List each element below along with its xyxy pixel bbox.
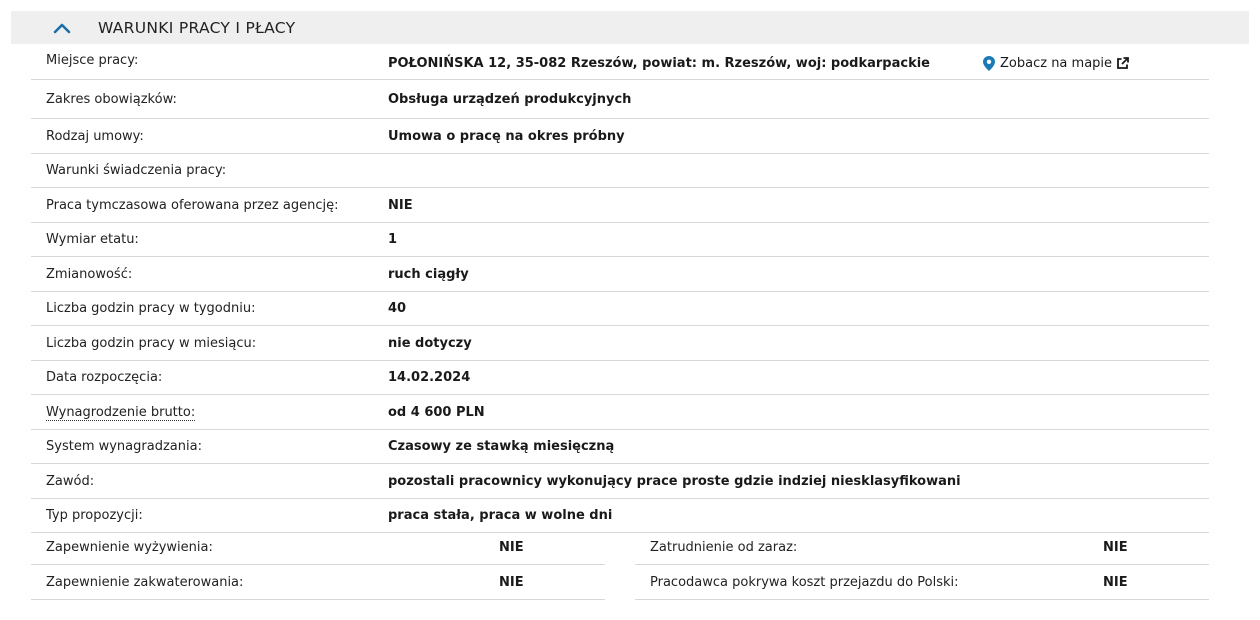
row-value: praca stała, praca w wolne dni: [388, 508, 613, 523]
map-pin-icon: [983, 56, 995, 71]
section-header-toggle[interactable]: [11, 11, 1249, 44]
row-label: Rodzaj umowy:: [46, 128, 144, 144]
table-row: [31, 188, 1209, 223]
row-label: Zapewnienie zakwaterowania:: [46, 574, 244, 590]
table-row: [31, 565, 605, 600]
view-on-map-label[interactable]: Zobacz na mapie: [1000, 56, 1113, 71]
table-row: [635, 531, 1209, 565]
row-label: System wynagradzania:: [46, 439, 202, 454]
section-title: WARUNKI PRACY I PŁACY: [98, 18, 296, 37]
table-row: [31, 430, 1209, 464]
row-value: Obsługa urządzeń produkcyjnych: [388, 91, 632, 107]
row-label: Zawód:: [46, 473, 95, 489]
table-row: [31, 499, 1209, 533]
row-value: od 4 600 PLN: [388, 404, 485, 420]
row-value: NIE: [388, 197, 413, 213]
salary-tooltip-label[interactable]: Wynagrodzenie brutto:: [46, 404, 196, 420]
benefits-left-column: [31, 531, 605, 600]
row-value: nie dotyczy: [388, 335, 472, 351]
row-label: Zapewnienie wyżywienia:: [46, 540, 213, 555]
table-row: [31, 44, 1209, 80]
row-label: Data rozpoczęcia:: [46, 370, 163, 385]
row-label: Typ propozycji:: [46, 508, 143, 523]
table-row: [635, 565, 1209, 600]
table-row: [31, 531, 605, 565]
row-label: Liczba godzin pracy w tygodniu:: [46, 301, 256, 316]
benefits-right-column: [635, 531, 1209, 600]
row-label: Praca tymczasowa oferowana przez agencję:: [46, 197, 339, 213]
row-value: NIE: [499, 540, 524, 555]
row-label: Wymiar etatu:: [46, 232, 139, 247]
row-value: NIE: [499, 574, 524, 590]
row-label: Warunki świadczenia pracy:: [46, 163, 227, 178]
conditions-table: [31, 44, 1209, 533]
external-link-icon: [1116, 57, 1129, 70]
chevron-up-icon[interactable]: [52, 21, 72, 35]
row-value: 14.02.2024: [388, 370, 471, 385]
row-value: 40: [388, 301, 407, 316]
row-value: pozostali pracownicy wykonujący prace proste gdzie indziej niesklasyfikowani: [388, 473, 961, 489]
row-label: Liczba godzin pracy w miesiącu:: [46, 335, 257, 351]
row-label: Zakres obowiązków:: [46, 91, 177, 107]
row-label: Miejsce pracy:: [46, 53, 139, 68]
row-label: Pracodawca pokrywa koszt przejazdu do Polski:: [650, 574, 959, 590]
row-value: POŁONIŃSKA 12, 35-082 Rzeszów, powiat: m. Rzeszów, woj: podkarpackie: [388, 56, 931, 71]
row-label: Zmianowość:: [46, 266, 133, 282]
row-value: 1: [388, 232, 398, 247]
table-row: [31, 361, 1209, 395]
row-label: Zatrudnienie od zaraz:: [650, 540, 798, 555]
table-row: [31, 80, 1209, 119]
table-row: [31, 395, 1209, 430]
view-on-map-link[interactable]: [983, 56, 1129, 71]
working-conditions-section: [11, 11, 1249, 44]
table-row: [31, 326, 1209, 361]
table-row: [31, 119, 1209, 154]
table-row: [31, 223, 1209, 257]
row-value: NIE: [1103, 574, 1128, 590]
row-value: Czasowy ze stawką miesięczną: [388, 439, 615, 454]
table-row: [31, 464, 1209, 499]
row-value: Umowa o pracę na okres próbny: [388, 128, 625, 144]
row-value: NIE: [1103, 540, 1128, 555]
benefits-grid: [31, 531, 1209, 600]
table-row: [31, 292, 1209, 326]
table-row: [31, 154, 1209, 188]
table-row: [31, 257, 1209, 292]
row-value: ruch ciągły: [388, 266, 469, 282]
